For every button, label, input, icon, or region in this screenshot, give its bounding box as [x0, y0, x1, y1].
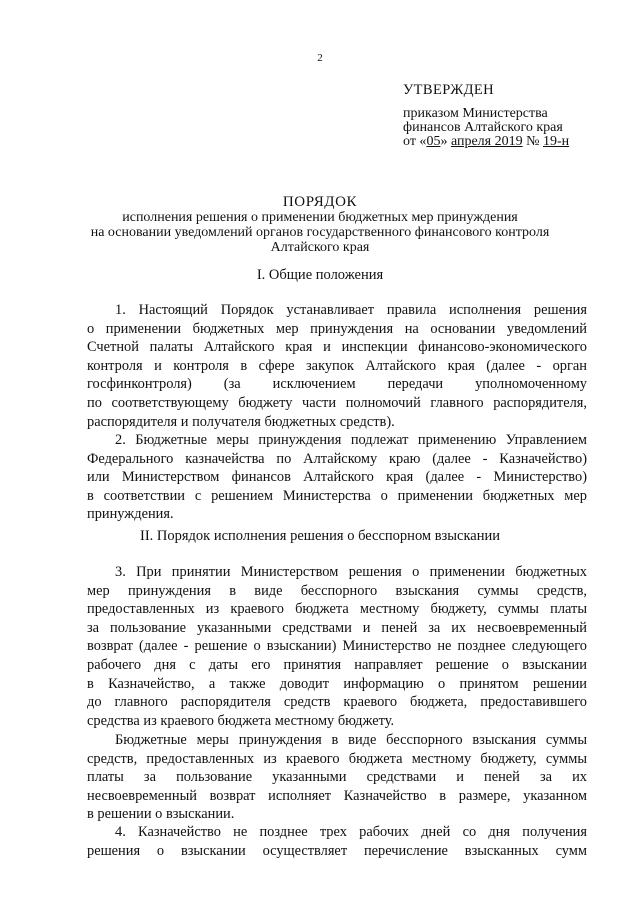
text-line: в решении о взыскании. — [87, 806, 235, 823]
approval-month-year: апреля 2019 — [450, 134, 523, 149]
text-line: несвоевременный возврат исполняет Казначейство в размере, указанном — [87, 787, 587, 804]
text-line: по соответствующему бюджету части полномочий главного распорядителя, — [87, 394, 587, 411]
text-line: рабочего дня с даты его принятия направляет решение о взыскании — [87, 656, 587, 673]
text-line: средства из краевого бюджета местному бюджету. — [87, 712, 395, 729]
paragraph-5 — [87, 823, 587, 860]
approval-stamp — [403, 82, 633, 149]
section-heading-1: I. Общие положения — [256, 267, 384, 283]
text-line: 3. При принятии Министерством решения о применении бюджетных — [115, 564, 587, 580]
text-line: предоставленных из краевого бюджета местному бюджету, суммы платы — [87, 601, 587, 618]
approval-heading: УТВЕРЖДЕН — [403, 82, 495, 98]
paragraph-1 — [87, 301, 587, 431]
approval-date-prefix: от « — [403, 134, 427, 149]
approval-date-mid: » — [440, 134, 451, 149]
text-line: за пользование указанными средствами и пеней за их несвоевременный — [87, 619, 587, 636]
text-line: решения о взыскании осуществляет перечисление взысканных сумм — [87, 842, 587, 859]
text-line: в Казначейство, а также доводит информацию о принятом решении — [87, 675, 587, 692]
text-line: Бюджетные меры принуждения в виде бесспорного взыскания суммы — [115, 732, 587, 748]
text-line: 1. Настоящий Порядок устанавливает правила исполнения решения — [115, 302, 587, 318]
paragraph-3 — [87, 563, 587, 730]
title-line-3: Алтайского края — [270, 240, 370, 255]
text-line: средств, предоставленных из краевого бюджета местному бюджету, суммы — [87, 750, 587, 767]
page-number: 2 — [317, 52, 323, 64]
paragraph-2 — [87, 431, 587, 524]
approval-line-1: приказом Министерства — [403, 106, 548, 121]
text-line: госфинконтроля) (за исключением передачи уполномоченному — [87, 376, 587, 393]
title-main: ПОРЯДОК — [282, 194, 358, 210]
text-line: о применении бюджетных мер принуждения на основании уведомлений — [87, 320, 587, 337]
text-line: распорядителя и получателя бюджетных средств). — [87, 413, 395, 430]
text-line: возврат (далее - решение о взыскании) Министерство не позднее следующего — [87, 638, 587, 655]
approval-line-3 — [403, 135, 633, 149]
title-line-1: исполнения решения о применении бюджетных мер принуждения — [122, 210, 518, 225]
text-line: 4. Казначейство не позднее трех рабочих дней со дня получения — [115, 824, 587, 840]
text-line: Счетной палаты Алтайского края и инспекции финансово-экономического — [87, 339, 587, 356]
text-line: принуждения. — [87, 506, 174, 523]
text-line: до главного распорядителя средств краевого бюджета, предоставившего — [87, 694, 587, 711]
text-line: Федерального казначейства по Алтайскому краю (далее - Казначейство) — [87, 450, 587, 467]
text-line: в соответствии с решением Министерства о применении бюджетных мер — [87, 487, 587, 504]
document-title — [0, 194, 640, 255]
text-line: 2. Бюджетные меры принуждения подлежат применению Управлением — [115, 432, 587, 448]
approval-line-2: финансов Алтайского края — [403, 120, 563, 135]
approval-number: 19-н — [542, 134, 570, 149]
approval-day: 05 — [426, 134, 441, 149]
paragraph-4 — [87, 731, 587, 824]
approval-number-sign: № — [522, 134, 543, 149]
section-heading-2: II. Порядок исполнения решения о бесспорном взыскании — [139, 528, 501, 544]
text-line: контроля и контроля в сфере закупок Алтайского края (далее - орган — [87, 357, 587, 374]
text-line: платы за пользование указанными средствами и пеней за их — [87, 769, 587, 786]
title-line-2: на основании уведомлений органов государственного финансового контроля — [90, 225, 550, 240]
text-line: мер принуждения в виде бесспорного взыскания суммы средств, — [87, 582, 587, 599]
text-line: или Министерством финансов Алтайского края (далее - Министерство) — [87, 469, 587, 486]
